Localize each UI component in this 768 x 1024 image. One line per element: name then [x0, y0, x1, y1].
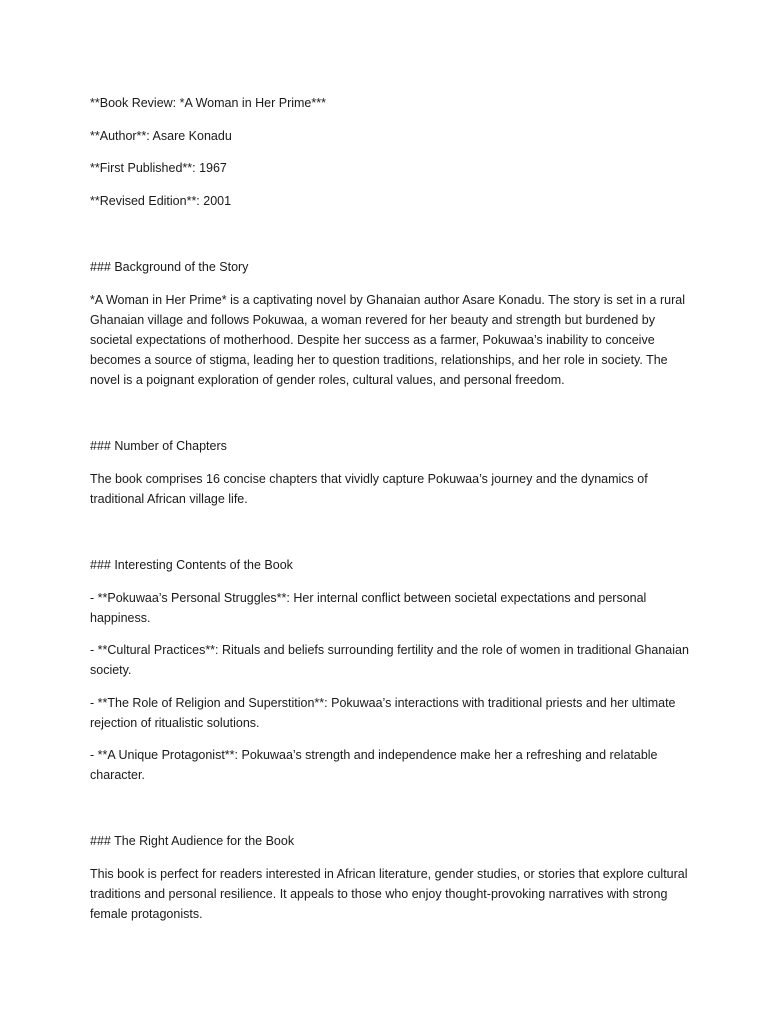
chapters-paragraph: The book comprises 16 concise chapters that vividly capture Pokuwaa’s journey and the dynamics of traditional African village life.	[90, 471, 648, 506]
author-line: **Author**: Asare Konadu	[90, 128, 232, 143]
audience-section	[90, 831, 690, 924]
chapters-heading: ### Number of Chapters	[90, 438, 227, 453]
list-item: - **A Unique Protagonist**: Pokuwaa’s strength and independence make her a refreshing and relatable character.	[90, 748, 658, 782]
background-heading: ### Background of the Story	[90, 259, 249, 274]
document-title: **Book Review: *A Woman in Her Prime***	[90, 96, 326, 110]
contents-heading: ### Interesting Contents of the Book	[90, 557, 293, 572]
list-item: - **Pokuwaa’s Personal Struggles**: Her internal conflict between societal expectations and personal happiness.	[90, 590, 647, 625]
audience-heading: ### The Right Audience for the Book	[90, 834, 295, 848]
book-metadata	[90, 93, 690, 211]
list-item: - **Cultural Practices**: Rituals and beliefs surrounding fertility and the role of women in traditional Ghanaian society.	[90, 643, 689, 677]
revised-edition-line: **Revised Edition**: 2001	[90, 193, 232, 208]
background-section	[90, 257, 690, 390]
list-item: - **The Role of Religion and Superstition**: Pokuwaa’s interactions with traditional priests and her ultimate rejection of ritualistic solutions.	[90, 695, 676, 730]
background-paragraph: *A Woman in Her Prime* is a captivating novel by Ghanaian author Asare Konadu. The story is set in a rural Ghanaian village and follows Pokuwaa, a woman revered for her beauty and strength but burdened by societal expectations of motherhood. Despite her success as a farmer, Pokuwaa’s inability to conceive becomes a source of stigma, leading her to question traditions, relationships, and her role in society. The novel is a poignant exploration of gender roles, cultural values, and personal freedom.	[90, 292, 685, 387]
chapters-section	[90, 436, 690, 509]
contents-section	[90, 555, 690, 786]
first-published-line: **First Published**: 1967	[90, 161, 227, 175]
audience-paragraph: This book is perfect for readers interested in African literature, gender studies, or stories that explore cultural traditions and personal resilience. It appeals to those who enjoy thought-provoking narratives with strong female protagonists.	[90, 867, 688, 921]
document-page	[90, 93, 690, 924]
